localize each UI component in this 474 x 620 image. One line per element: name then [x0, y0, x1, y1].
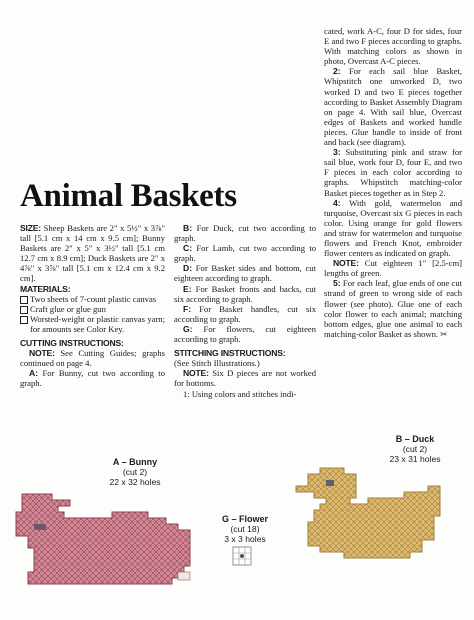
- bunny-tail: [178, 572, 190, 580]
- step-1: 1: Using colors and stitches indi-: [183, 388, 297, 399]
- cutting-c: C: For Lamb, cut two according to graph.: [174, 243, 316, 264]
- flower-center: [240, 554, 244, 558]
- stitching-heading: STITCHING INSTRUCTIONS:: [174, 348, 286, 359]
- note-lengths: NOTE: Cut eighteen 1" [2.5-cm] lengths of green.: [324, 258, 462, 279]
- material-item: Worsted-weight or plastic canvas yarn; for amounts see Color Key.: [20, 314, 165, 334]
- material-item: Craft glue or glue gun: [20, 304, 165, 314]
- step-1-continued: cated, work A-C, four D for sides, four E and two F pieces according to graphs. With matching colors as shown in photo, Overcast A-C pieces.: [324, 26, 462, 67]
- materials-heading: MATERIALS:: [20, 283, 71, 294]
- flower-graph: [233, 547, 251, 565]
- bunny-eye: [34, 524, 46, 530]
- material-item: Two sheets of 7-count plastic canvas: [20, 294, 165, 304]
- step-5: 5: For each leaf, glue ends of one cut strand of green to wrong side of each flower (see photo). Glue one of each color flower to each animal; matching bottom edges, glue one animal to each matching-color Basket as shown. ✂: [324, 278, 463, 339]
- cutting-heading: CUTTING INSTRUCTIONS:: [20, 338, 124, 349]
- cutting-b: B: For Duck, cut two according to graph.: [174, 223, 316, 244]
- scissors-icon: ✂: [440, 328, 448, 339]
- step-4: 4: With gold, watermelon and turquoise, Overcast six G pieces in each color. Using orange for gold flowers and straw for watermelon and turquoise flowers and French Knot, embroider flower centers as indicated on graph.: [324, 197, 463, 259]
- bunny-label: A – Bunny (cut 2) 22 x 32 holes: [109, 457, 161, 487]
- bunny-shape: [16, 494, 190, 584]
- cutting-f: F: For Basket handles, cut six according to graph.: [174, 303, 316, 324]
- stitching-note: NOTE: Six D pieces are not worked for bottoms.: [174, 368, 316, 389]
- step-2: 2: For each sail blue Basket, Whipstitch one unworked D, two worked D and two E pieces together according to Basket Assembly Diagram on page 4. With sail blue, Overcast edges of Baskets and worked handle pieces. Glue handle to inside of front and back (see diagram).: [324, 66, 462, 148]
- cutting-note: NOTE: See Cutting Guides; graphs continued on page 4.: [20, 348, 165, 369]
- duck-eye: [326, 480, 334, 486]
- page-title: Animal Baskets: [20, 178, 237, 214]
- stitching-sub: (See Stitch Illustrations.): [174, 358, 260, 369]
- duck-shape: [296, 468, 440, 558]
- cutting-e: E: For Basket fronts and backs, cut six according to graph.: [174, 283, 316, 304]
- step-3: 3: Substituting pink and straw for sail blue, work four D, four E, and two F pieces in each color according to graphs. Whipstitch matching-color Basket pieces together as in Step 2.: [324, 147, 462, 198]
- size-paragraph: SIZE: Sheep Baskets are 2" x 5½" x 3⅞" tall [5.1 cm x 14 cm x 9.5 cm]; Bunny Baskets are 2" x 5" x 3½" tall [5.1 cm 12.7 cm x 8.9 cm]; Duck Baskets are 2" x 4⅞" x 3⅞" tall [5.1 cm x 12.4 cm x 9.2 cm].: [20, 223, 165, 284]
- flower-label: G – Flower (cut 18) 3 x 3 holes: [221, 514, 268, 544]
- duck-label: B – Duck (cut 2) 23 x 31 holes: [389, 434, 441, 464]
- cutting-a: A: For Bunny, cut two according to graph.: [20, 368, 165, 389]
- cutting-g: G: For flowers, cut eighteen according to graph.: [174, 323, 316, 345]
- cutting-d: D: For Basket sides and bottom, cut eighteen according to graph.: [174, 263, 316, 284]
